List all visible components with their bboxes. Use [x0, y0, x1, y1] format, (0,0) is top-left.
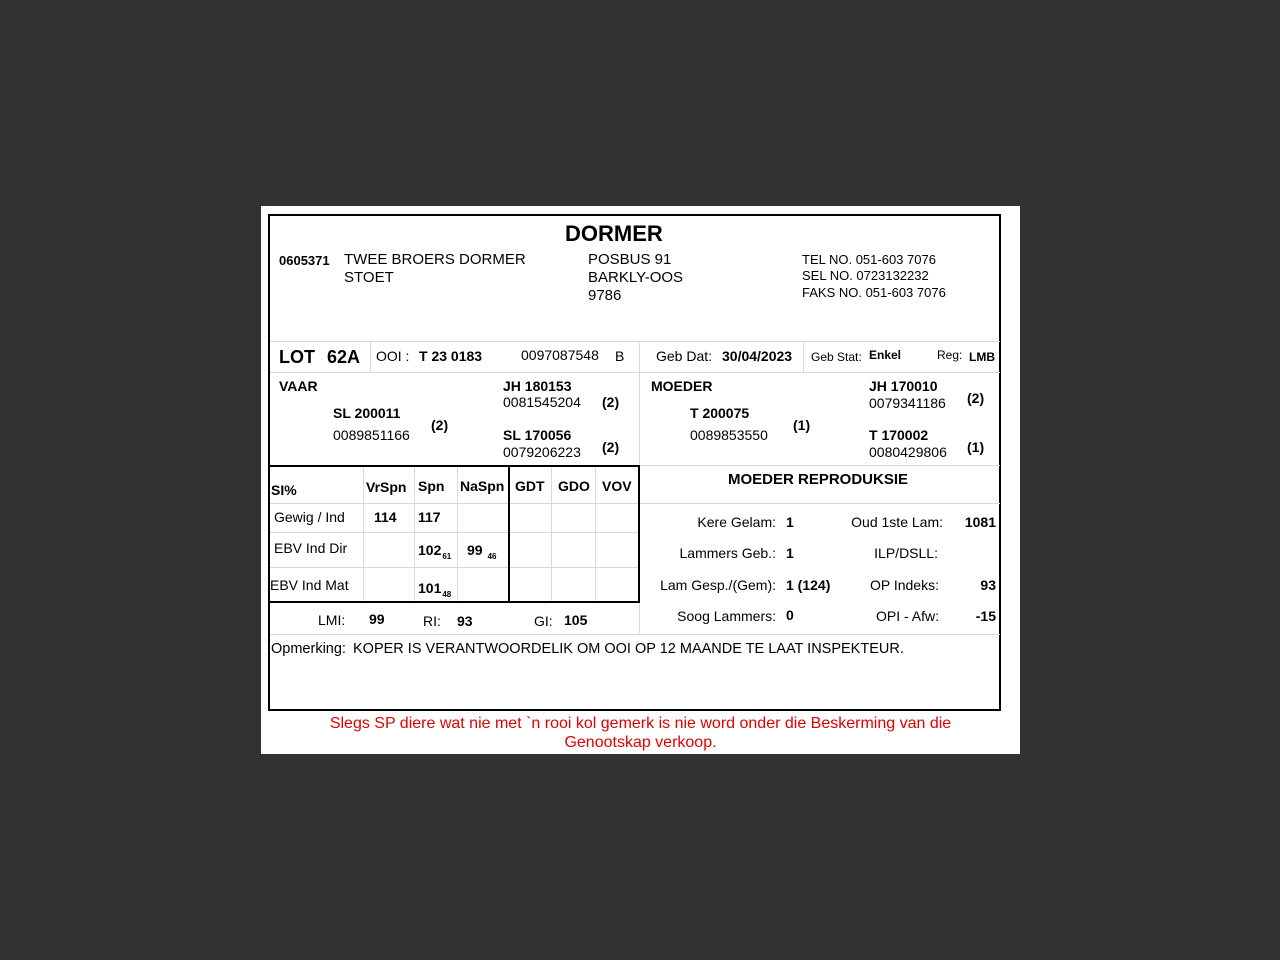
vrspn-value: 114	[374, 509, 397, 525]
table-header-vrspn: VrSpn	[366, 479, 407, 495]
repro-value: -15	[975, 608, 996, 624]
sire-id: SL 200011	[333, 405, 401, 421]
lot-number: 62A	[327, 347, 361, 367]
table-header-spn: Spn	[418, 478, 445, 494]
disclaimer-line: Slegs SP diere wat nie met `n rooi kol gemerk is nie word onder die Beskerming van die	[329, 715, 952, 732]
repro-value: 0	[786, 607, 794, 623]
remark-label: Opmerking:	[271, 641, 346, 657]
table-header-gdo: GDO	[558, 478, 590, 494]
table-header-vov: VOV	[602, 478, 632, 494]
table-line	[363, 467, 364, 602]
table-line	[414, 467, 415, 602]
sire-dam-count: (2)	[602, 439, 620, 455]
table-border	[508, 466, 510, 602]
gi-value: 105	[564, 612, 588, 628]
lmi-label: LMI:	[318, 612, 346, 628]
disclaimer-line: Genootskap verkoop.	[564, 734, 717, 751]
dam-count: (1)	[793, 417, 811, 433]
dam-number: 0089853550	[690, 427, 768, 443]
gi-label: GI:	[534, 613, 553, 629]
spn-value: $102_{61}$	[418, 542, 452, 561]
animal-id: T 23 0183	[419, 348, 483, 364]
repro-value: 1 (124)	[786, 577, 831, 593]
table-header-si: SI%	[271, 482, 297, 498]
divider	[270, 341, 1000, 342]
dam-id: T 200075	[690, 405, 750, 421]
divider	[640, 503, 1000, 504]
dam-label: MOEDER	[651, 378, 713, 394]
sire-number: 0089851166	[333, 427, 410, 443]
sire-sire-number: 0081545204	[503, 394, 581, 410]
spn-value: 117	[418, 509, 441, 525]
repro-value: 1	[786, 514, 794, 530]
repro-label: Soog Lammers:	[677, 608, 776, 624]
remark-text: KOPER IS VERANTWOORDELIK OM OOI OP 12 MAANDE TE LAAT INSPEKTEUR.	[353, 641, 904, 657]
divider	[803, 341, 804, 372]
breed-title: DORMER	[565, 221, 663, 246]
reg-value: LMB	[969, 350, 995, 364]
breeder-name-2: STOET	[344, 269, 394, 286]
cell-number: SEL NO. 0723132232	[802, 268, 929, 283]
table-border	[270, 601, 640, 603]
row-label: Gewig / Ind	[274, 509, 345, 525]
breeder-name: TWEE BROERS DORMER	[344, 251, 526, 268]
sire-dam-id: SL 170056	[503, 427, 572, 443]
lot-label: LOT	[279, 347, 315, 367]
dam-sire-count: (2)	[967, 390, 985, 406]
naspn-value: 99 $_{46}$	[467, 542, 497, 561]
row-label: EBV Ind Mat	[270, 577, 349, 593]
repro-label: Oud 1ste Lam:	[851, 514, 943, 530]
table-header-naspn: NaSpn	[460, 478, 505, 494]
fax-number: FAKS NO. 051-603 7076	[802, 285, 946, 300]
dam-sire-number: 0079341186	[869, 395, 946, 411]
dam-sire-id: JH 170010	[869, 378, 938, 394]
ri-label: RI:	[423, 613, 441, 629]
row-label: EBV Ind Dir	[274, 540, 348, 556]
divider	[270, 372, 1000, 373]
table-line	[270, 503, 639, 504]
birth-date: 30/04/2023	[722, 348, 793, 364]
reproduction-title: MOEDER REPRODUKSIE	[728, 471, 909, 488]
divider	[640, 465, 1000, 466]
repro-label: Kere Gelam:	[697, 514, 776, 530]
table-border	[270, 465, 640, 467]
table-line	[595, 467, 596, 602]
table-line	[270, 567, 639, 568]
repro-value: 93	[980, 577, 996, 593]
sex-label: OOI :	[376, 348, 410, 364]
repro-label: OPI - Afw:	[875, 608, 939, 624]
spn-value: $101_{48}$	[418, 580, 452, 599]
birth-status: Enkel	[869, 348, 902, 362]
phone-number: TEL NO. 051-603 7076	[802, 252, 936, 267]
divider	[370, 341, 371, 372]
repro-value: 1	[786, 545, 794, 561]
lmi-value: 99	[369, 611, 385, 627]
birth-status-label: Geb Stat:	[811, 350, 862, 364]
ri-value: 93	[457, 613, 473, 629]
address-line: BARKLY-OOS	[588, 269, 684, 286]
sire-dam-number: 0079206223	[503, 444, 581, 460]
table-line	[551, 467, 552, 602]
sire-count: (2)	[431, 417, 449, 433]
table-header-gdt: GDT	[515, 478, 545, 494]
registration-number: 0097087548	[521, 347, 599, 363]
divider	[270, 634, 1000, 635]
repro-value: 1081	[964, 514, 996, 530]
table-line	[270, 532, 639, 533]
dam-dam-number: 0080429806	[869, 444, 947, 460]
repro-label: Lammers Geb.:	[679, 545, 776, 561]
sire-label: VAAR	[279, 378, 318, 394]
registration-suffix: B	[615, 348, 625, 364]
reg-label: Reg:	[937, 348, 963, 362]
address-line: POSBUS 91	[588, 251, 672, 268]
sire-sire-count: (2)	[602, 394, 620, 410]
birth-date-label: Geb Dat:	[656, 348, 713, 364]
breeder-number: 0605371	[279, 253, 330, 268]
sire-sire-id: JH 180153	[503, 378, 572, 394]
dam-dam-count: (1)	[967, 439, 985, 455]
postal-code: 9786	[588, 287, 622, 304]
repro-label: Lam Gesp./(Gem):	[660, 577, 776, 593]
table-line	[457, 467, 458, 602]
repro-label: ILP/DSLL:	[874, 545, 938, 561]
dam-dam-id: T 170002	[869, 427, 929, 443]
repro-label: OP Indeks:	[869, 577, 939, 593]
